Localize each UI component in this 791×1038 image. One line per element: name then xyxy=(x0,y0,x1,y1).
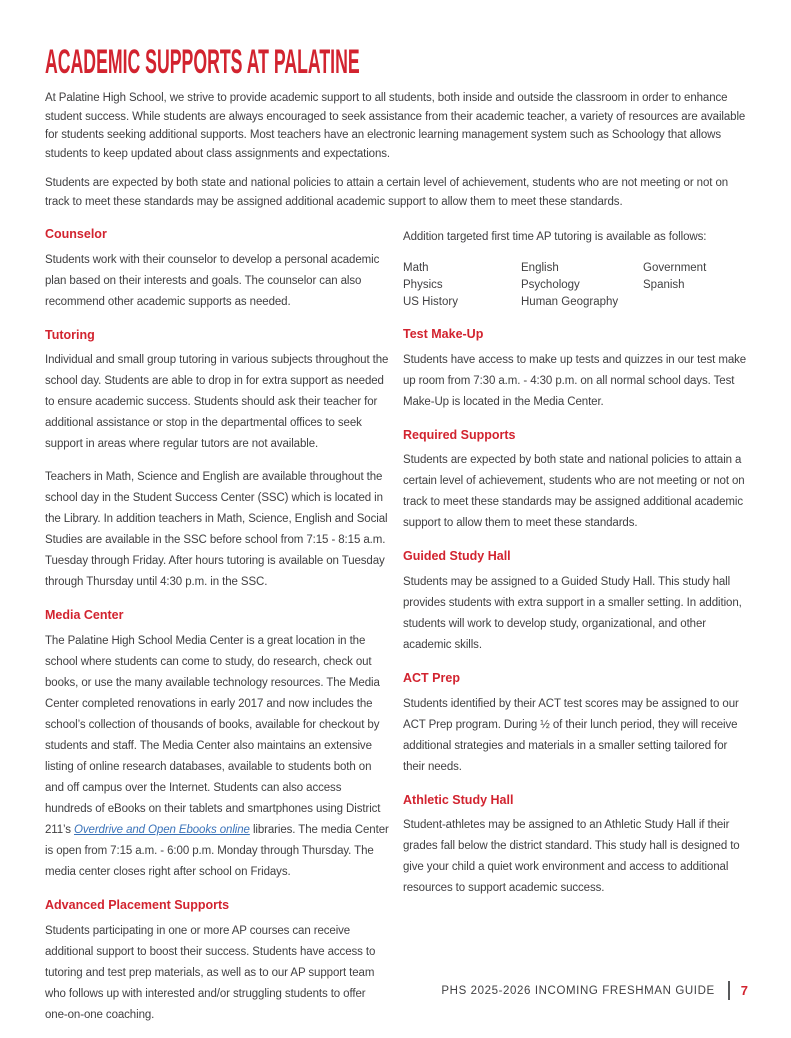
section-required-supports xyxy=(403,428,749,535)
counselor-heading: Counselor xyxy=(45,227,107,241)
left-column xyxy=(45,227,391,1038)
intro-block xyxy=(45,89,750,211)
ap-subjects-grid xyxy=(403,260,749,311)
guided-study-hall-heading: Guided Study Hall xyxy=(403,549,511,564)
ap-supports-body: Students participating in one or more AP courses can receive additional support to boost their success. Students have access to tutoring and test prep materials, as well as to our AP support team who follows up with interested and/or struggling students to offer one-on-one coaching. xyxy=(45,924,376,1021)
section-athletic-study-hall xyxy=(403,793,749,900)
media-center-heading: Media Center xyxy=(45,608,124,623)
ap-subject xyxy=(643,294,749,311)
page-title: ACADEMIC SUPPORTS AT PALATINE xyxy=(45,43,360,81)
ap-subject: Government xyxy=(643,262,707,274)
intro-paragraph-1: At Palatine High School, we strive to provide academic support to all students, both inside and outside the classroom in order to enhance student success. While students are always encouraged to seek assistance from their academic teacher, a variety of resources are available for students seeking additional supports. Most teachers have an electronic learning management system such as Schoology that allows students to keep updated about class assignments and expectations. xyxy=(45,92,746,160)
section-act-prep xyxy=(403,671,749,778)
page-footer xyxy=(441,981,748,1000)
media-center-text-after-link: libraries. The media Center is open from 7:15 a.m. - 6:00 p.m. Monday through Thursday. The media center closes right after school on Fridays. xyxy=(45,823,389,878)
right-column xyxy=(403,227,749,1038)
guided-study-hall-body: Students may be assigned to a Guided Study Hall. This study hall provides students with extra support in a smaller setting. In addition, students will work to develop study, organizational, and other academic skills. xyxy=(403,575,742,651)
section-tutoring xyxy=(45,328,391,594)
footer-divider xyxy=(728,981,730,1000)
act-prep-heading: ACT Prep xyxy=(403,670,460,685)
test-make-up-body: Students have access to make up tests and quizzes in our test make up room from 7:30 a.m. - 4:30 p.m. on all normal school days. Test Make-Up is located in the Media Center. xyxy=(403,353,747,408)
section-guided-study-hall xyxy=(403,549,749,656)
test-make-up-heading: Test Make-Up xyxy=(403,327,484,341)
media-center-text-before-link: The Palatine High School Media Center is a great location in the school where students can come to study, do research, check out books, or use the many available technology resources. The Media Center completed renovations in early 2017 and now includes the school’s collection of thousands of books, available for checkout by students and staff. The Media Center also maintains an extensive listing of online research databases, available to students both on and off campus over the Internet. Students can also access hundreds of eBooks on their tablets and smartphones using District 211’s xyxy=(45,634,381,836)
overdrive-open-ebooks-link[interactable]: Overdrive and Open Ebooks online xyxy=(74,823,250,836)
ap-subject: US History xyxy=(403,296,458,308)
footer-guide-label: PHS 2025-2026 INCOMING FRESHMAN GUIDE xyxy=(441,984,715,997)
section-counselor xyxy=(45,227,391,313)
section-advanced-placement-supports xyxy=(45,898,391,1026)
ap-subject: Physics xyxy=(403,279,443,291)
section-media-center xyxy=(45,608,391,883)
act-prep-body: Students identified by their ACT test scores may be assigned to our ACT Prep program. During ½ of their lunch period, they will receive additional strategies and materials in a smaller setting tailored for their needs. xyxy=(403,697,739,773)
tutoring-body-2: Teachers in Math, Science and English are available throughout the school day in the Student Success Center (SSC) which is located in the Library. In addition teachers in Math, Science, English and Social Studies are available in the SSC before school from 7:15 - 8:15 a.m. Tuesday through Friday. After hours tutoring is available on Tuesday through Thursday until 4:30 p.m. in the SSC. xyxy=(45,471,388,589)
counselor-body: Students work with their counselor to develop a personal academic plan based on their interests and goals. The counselor can also recommend other academic supports as needed. xyxy=(45,253,380,308)
ap-subject: Spanish xyxy=(643,279,685,291)
required-supports-heading: Required Supports xyxy=(403,427,516,442)
section-test-make-up xyxy=(403,327,749,413)
footer-page-number: 7 xyxy=(740,983,748,998)
athletic-study-hall-heading: Athletic Study Hall xyxy=(403,792,514,807)
ap-tutoring-intro: Addition targeted first time AP tutoring is available as follows: xyxy=(403,231,707,243)
ap-supports-heading: Advanced Placement Supports xyxy=(45,897,230,912)
intro-paragraph-2: Students are expected by both state and national policies to attain a certain level of achievement, students who are not meeting or not on track to meet these standards may be assigned additional academic support to allow them to meet these standards. xyxy=(45,177,729,208)
required-supports-body: Students are expected by both state and national policies to attain a certain level of achievement, students who are not meeting or not on track to meet these standards may be assigned additional academic support to allow them to meet these standards. xyxy=(403,454,745,530)
tutoring-body-1: Individual and small group tutoring in various subjects throughout the school day. Students are able to drop in for extra support as needed to ensure academic success. Students should ask their teacher for additional assistance or stop in the departmental offices to seek support in areas where regular tutors are not available. xyxy=(45,354,389,451)
ap-subject: Human Geography xyxy=(521,296,619,308)
ap-subject: English xyxy=(521,262,559,274)
media-center-body xyxy=(45,631,391,883)
ap-subject: Psychology xyxy=(521,279,580,291)
tutoring-heading: Tutoring xyxy=(45,327,95,342)
ap-subject: Math xyxy=(403,262,429,274)
two-column-layout xyxy=(45,227,750,1038)
athletic-study-hall-body: Student-athletes may be assigned to an Athletic Study Hall if their grades fall below the district standard. This study hall is designed to give your child a quiet work environment and access to additional resources to support academic success. xyxy=(403,819,740,895)
